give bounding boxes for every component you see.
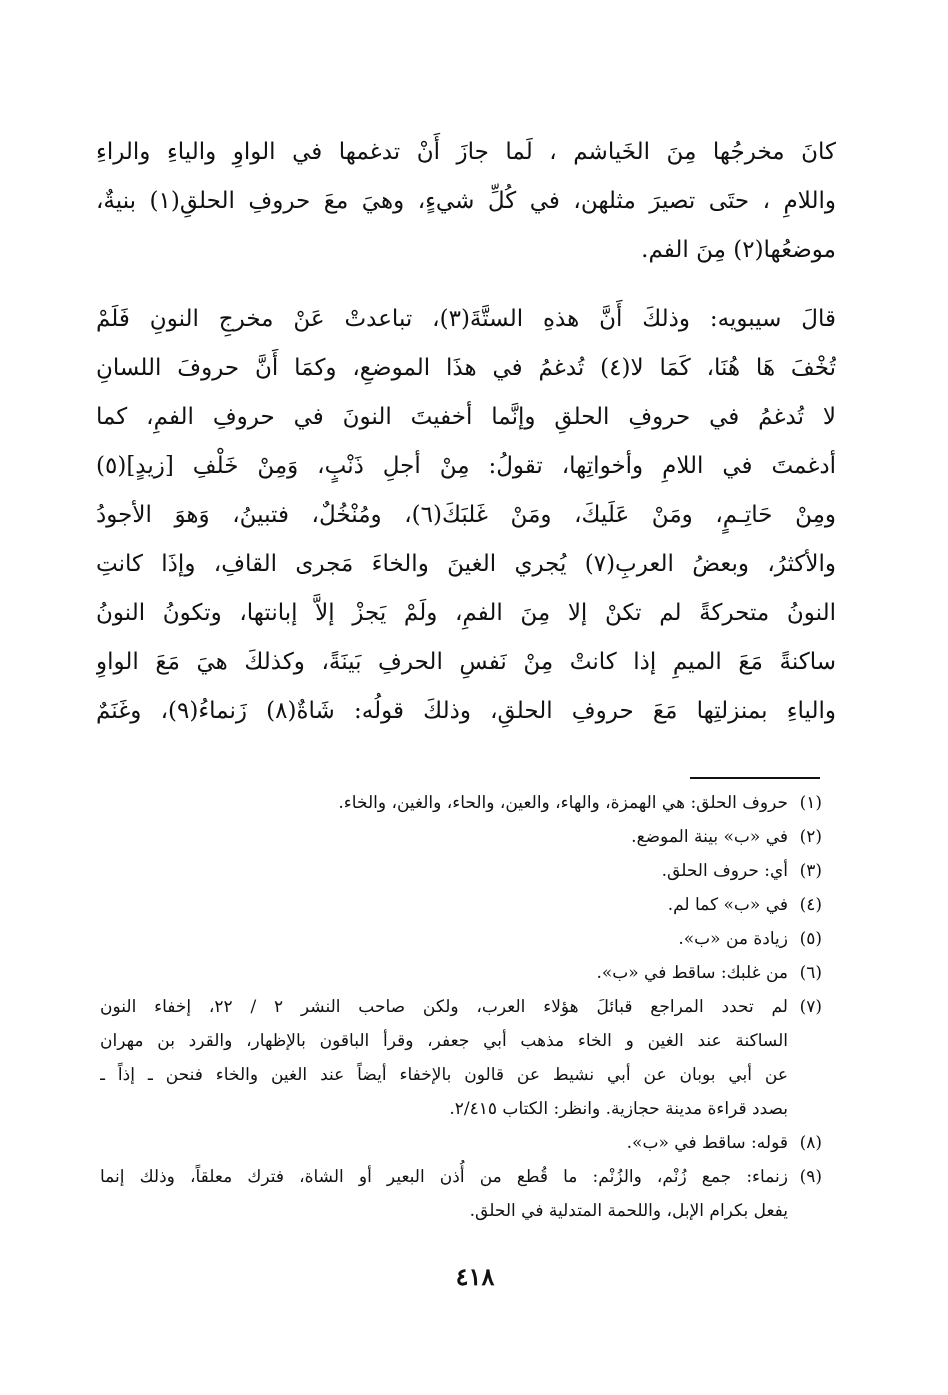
footnote-number: (٨)	[799, 1133, 822, 1153]
footnote-line: أي: حروف الحلق.	[661, 861, 788, 881]
footnote-text	[100, 1160, 788, 1228]
footnote-text	[100, 990, 788, 1126]
footnote	[100, 956, 822, 990]
text-line: والأكثرُ، وبعضُ العربِ(٧) يُجري الغينَ والخاءَ مَجرى القافِ، وإذَا كانتِ	[96, 551, 836, 577]
footnote-line: من غلبك: ساقط في «ب».	[596, 963, 788, 983]
footnote	[100, 922, 822, 956]
footnote-line: يفعل بكرام الإبل، واللحمة المتدلية في الحلق.	[469, 1201, 788, 1221]
footnote-line: الساكنة عند الغين و الخاء مذهب أبي جعفر، وقرأ الباقون بالإظهار، والقرد بن مهران	[100, 1031, 788, 1051]
footnote-line: زنماء: جمع زُنْم، والزُنْم: ما قُطع من أُذن البعير أو الشاة، فترك معلقاً، وذلك إنما	[100, 1167, 788, 1187]
text-line: أدغمتَ في اللامِ وأخواتِها، تقولُ: مِنْ أجلِ ذَنْبٍ، وَمِنْ خَلْفِ [زيدٍ](٥)	[96, 453, 836, 479]
footnote	[100, 888, 822, 922]
footnote-number: (٢)	[799, 827, 822, 847]
footnote-number: (٣)	[799, 861, 822, 881]
footnote	[100, 1160, 822, 1228]
footnote-line: في «ب» كما لم.	[667, 895, 788, 915]
footnote-text	[100, 1126, 788, 1160]
text-line: ساكنةً مَعَ الميمِ إذا كانتْ مِنْ نَفسِ الحرفِ بَينَةً، وكذلكَ هيَ مَعَ الواوِ	[96, 649, 836, 675]
footnote	[100, 1126, 822, 1160]
text-line: النونُ متحركةً لم تكنْ إلا مِنَ الفمِ، ولَمْ يَجزْ إلاَّ إبانتها، وتكونُ النونُ	[96, 600, 836, 626]
footnote-line: حروف الحلق: هي الهمزة، والهاء، والعين، والحاء، والغين، والخاء.	[338, 793, 788, 813]
footnote-line: عن أبي بوبان عن أبي نشيط عن قالون بالإخفاء أيضاً عند الغين والخاء فنحن ـ إذاً ـ	[100, 1065, 788, 1085]
footnote	[100, 854, 822, 888]
footnote-line: بصدد قراءة مدينة حجازية. وانظر: الكتاب ٢/٤١٥.	[449, 1099, 788, 1119]
text-line: موضعُها(٢) مِنَ الفم.	[641, 237, 836, 263]
footnote-number: (٦)	[799, 963, 822, 983]
footnotes	[100, 786, 822, 1228]
page-number: ٤١٨	[455, 1262, 495, 1291]
footnote-line: زيادة من «ب».	[678, 929, 788, 949]
footnote-line: في «ب» بينة الموضع.	[631, 827, 788, 847]
footnote	[100, 820, 822, 854]
footnote-text	[100, 922, 788, 956]
main-text	[96, 128, 836, 736]
footnote-text	[100, 854, 788, 888]
text-line: لا تُدغمُ في حروفِ الحلقِ وإنَّما أخفيتَ النونَ في حروفِ الفمِ، كما	[96, 404, 836, 430]
footnote-text	[100, 786, 788, 820]
footnote-line: قوله: ساقط في «ب».	[626, 1133, 788, 1153]
text-line: ومِنْ حَاتِـمٍ، ومَنْ عَلَيكَ، ومَنْ غَلبَكَ(٦)، ومُنْخُلٌ، فتبينُ، وَهوَ الأجودُ	[96, 502, 836, 528]
footnote-number: (١)	[799, 793, 822, 813]
text-line: والياءِ بمنزلتِها مَعَ حروفِ الحلقِ، وذلكَ قولُه: شَاةٌ(٨) زَنماءُ(٩)، وغَنَمٌ	[96, 698, 836, 724]
text-line: كانَ مخرجُها مِنَ الخَياشم ، لَما جازَ أَنْ تدغمها في الواوِ والياءِ والراءِ	[96, 139, 836, 165]
footnote-number: (٤)	[799, 895, 822, 915]
footnote-number: (٩)	[799, 1167, 822, 1187]
footnote-line: لم تحدد المراجع قبائلَ هؤلاء العرب، ولكن صاحب النشر ٢ / ٢٢، إخفاء النون	[100, 997, 788, 1017]
text-line: واللامِ ، حتَى تصيرَ مثلهن، في كُلِّ شيءٍ، وهيَ معَ حروفِ الحلقِ(١) بنيةٌ،	[96, 188, 836, 214]
footnote-text	[100, 888, 788, 922]
footnote	[100, 786, 822, 820]
footnote-number: (٥)	[799, 929, 822, 949]
footnote	[100, 990, 822, 1126]
text-line: تُخْفَ هَا هُنَا، كَمَا لا(٤) تُدغمُ في هذَا الموضعِ، وكمَا أَنَّ حروفَ اللسانِ	[96, 355, 836, 381]
text-line: قالَ سيبويه: وذلكَ أَنَّ هذهِ الستَّةَ(٣)، تباعدتْ عَنْ مخرجِ النونِ فَلَمْ	[96, 306, 836, 332]
footnote-text	[100, 820, 788, 854]
footnote-separator	[690, 777, 820, 779]
paragraph-gap	[96, 275, 836, 295]
footnote-number: (٧)	[799, 997, 822, 1017]
footnote-text	[100, 956, 788, 990]
